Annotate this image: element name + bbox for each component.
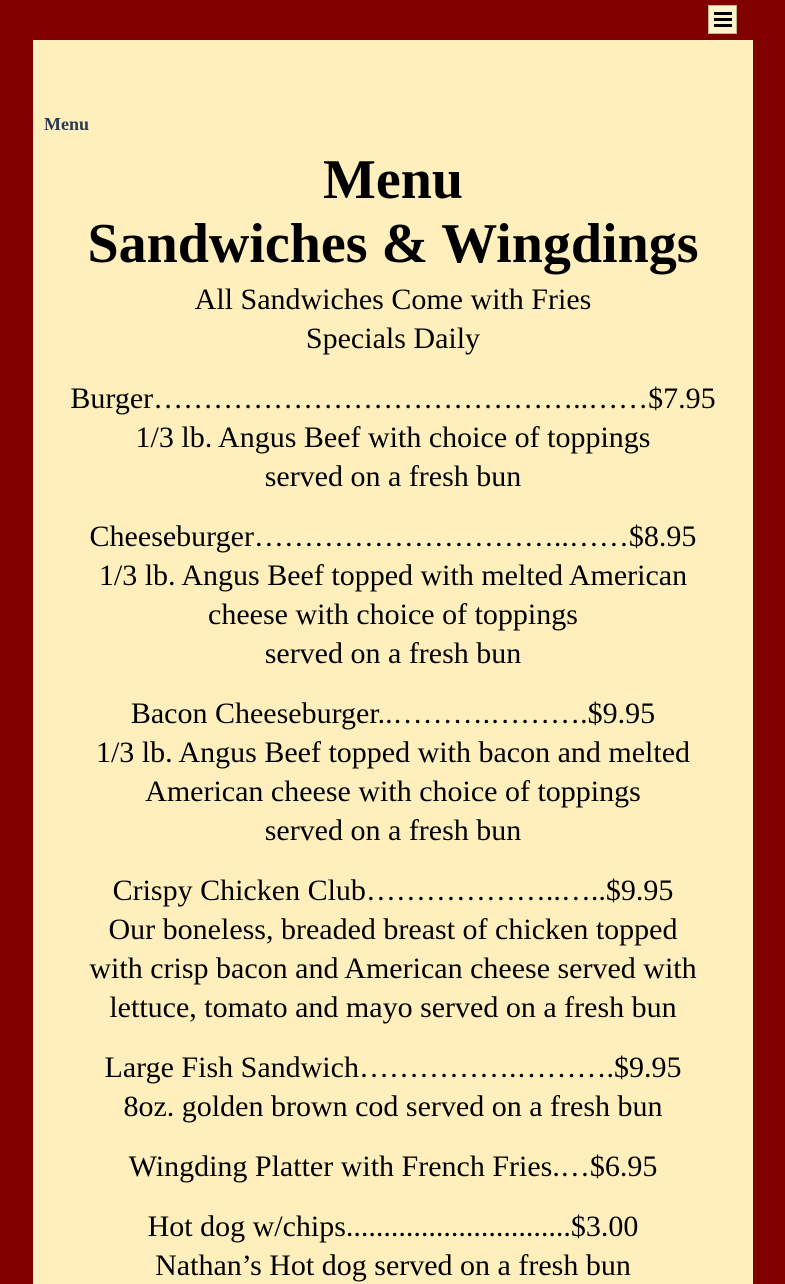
page-title: Menu bbox=[323, 149, 463, 211]
hamburger-menu-icon[interactable] bbox=[708, 5, 737, 34]
menu-item-description: 1/3 lb. Angus Beef topped with melted American bbox=[98, 559, 688, 592]
top-bar bbox=[0, 0, 785, 40]
menu-item-description: served on a fresh bun bbox=[264, 814, 522, 847]
menu-item-title-price: Wingding Platter with French Fries.…$6.95 bbox=[128, 1150, 658, 1183]
menu-item-cheeseburger bbox=[33, 517, 753, 673]
menu-item-title-price: Bacon Cheeseburger..……….……….$9.95 bbox=[130, 697, 656, 730]
hamburger-bar bbox=[714, 24, 732, 27]
menu-item-description: Our boneless, breaded breast of chicken topped bbox=[108, 913, 678, 946]
hamburger-bar bbox=[714, 12, 732, 15]
menu-item-title-price: Burger……………………………………..……$7.95 bbox=[70, 382, 716, 415]
menu-item-description: cheese with choice of toppings bbox=[208, 598, 578, 631]
menu-item-description: American cheese with choice of toppings bbox=[145, 775, 641, 808]
hamburger-bar bbox=[714, 18, 732, 21]
menu-item-title-price: Large Fish Sandwich…………….……….$9.95 bbox=[104, 1051, 682, 1084]
menu-item-bacon-cheeseburger bbox=[33, 694, 753, 850]
breadcrumb-menu-link[interactable]: Menu bbox=[44, 114, 89, 134]
menu-item-description: served on a fresh bun bbox=[264, 460, 522, 493]
menu-item-title-price: Crispy Chicken Club………………..…..$9.95 bbox=[112, 874, 674, 907]
menu-item-description: served on a fresh bun bbox=[264, 637, 522, 670]
menu-item-description: lettuce, tomato and mayo served on a fresh bun bbox=[109, 991, 677, 1024]
menu-item-title-price: Cheeseburger…………………………..……$8.95 bbox=[89, 520, 697, 553]
menu-item-wingding-platter bbox=[33, 1147, 753, 1186]
menu-item-description: Nathan’s Hot dog served on a fresh bun bbox=[155, 1249, 631, 1282]
menu-item-hot-dog bbox=[33, 1207, 753, 1284]
menu-item-description: 1/3 lb. Angus Beef topped with bacon and melted bbox=[95, 736, 691, 769]
menu-item-title-price: Hot dog w/chips..............................$3.00 bbox=[147, 1210, 639, 1243]
tagline-specials: Specials Daily bbox=[305, 322, 481, 355]
menu-item-large-fish-sandwich bbox=[33, 1048, 753, 1126]
page-subtitle: Sandwiches & Wingdings bbox=[87, 213, 699, 275]
tagline-fries: All Sandwiches Come with Fries bbox=[194, 283, 592, 316]
menu-item-description: with crisp bacon and American cheese served with bbox=[89, 952, 697, 985]
content-panel bbox=[33, 40, 753, 1284]
menu-section bbox=[33, 148, 753, 1284]
menu-item-description: 8oz. golden brown cod served on a fresh bun bbox=[123, 1090, 663, 1123]
menu-item-description: 1/3 lb. Angus Beef with choice of toppings bbox=[135, 421, 651, 454]
menu-item-crispy-chicken-club bbox=[33, 871, 753, 1027]
menu-item-burger bbox=[33, 379, 753, 496]
